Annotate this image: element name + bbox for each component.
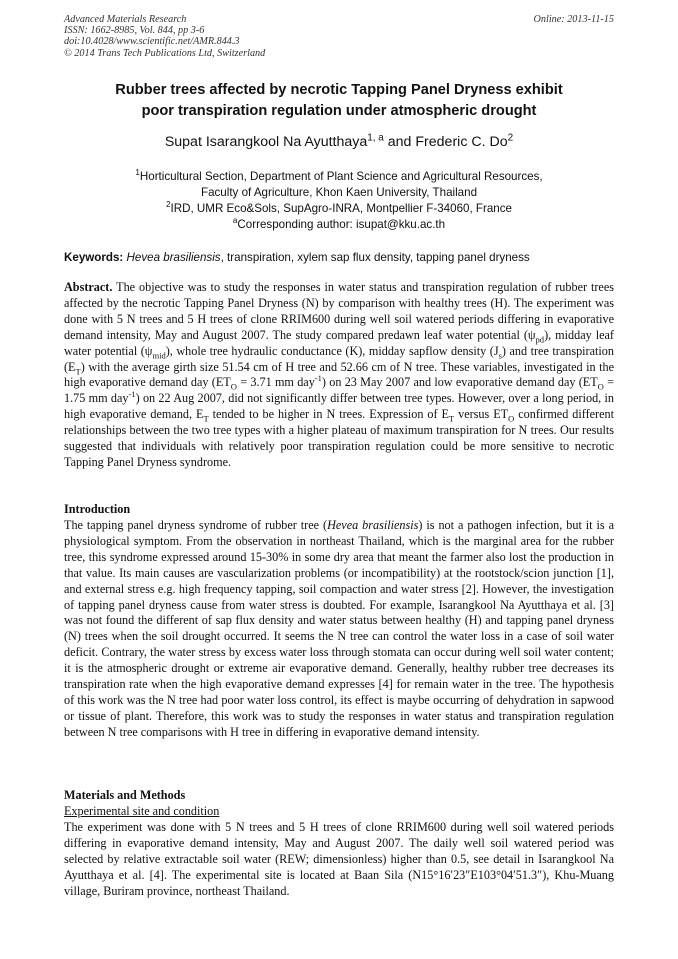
sub-s: s xyxy=(498,350,502,361)
sub-o: O xyxy=(597,381,604,392)
author-list xyxy=(64,133,614,151)
abstract-text: versus ET xyxy=(454,407,509,422)
intro-species: Hevea brasiliensis xyxy=(327,518,419,532)
abstract-text: = 3.71 mm day xyxy=(236,375,315,390)
affil-1-mark: 1 xyxy=(135,168,140,178)
introduction-paragraph xyxy=(64,518,614,741)
keywords-line xyxy=(64,250,614,265)
affil-1-line-1: Horticultural Section, Department of Plant Science and Agricultural Resources, xyxy=(139,170,543,183)
sub-o: O xyxy=(230,381,237,392)
sub-mid: mid xyxy=(152,350,166,361)
sub-t: T xyxy=(75,365,81,376)
affiliation-1-cont: Faculty of Agriculture, Khon Kaen University, Thailand xyxy=(200,186,478,199)
sub-pd: pd xyxy=(535,334,545,345)
abstract-text: confirmed different relationships between the two tree types with a higher plateau of maximum transpiration for N trees. Our results suggested that individuals with relatively poor transpiration regulation could be more sensitive to necrotic Tapping Panel Dryness syndrome. xyxy=(64,407,614,469)
author-2: Frederic C. Do xyxy=(415,134,508,150)
methods-subheading: Experimental site and condition xyxy=(64,804,220,818)
introduction-heading: Introduction xyxy=(64,502,131,516)
issn-line: ISSN: 1662-8985, Vol. 844, pp 3-6 xyxy=(64,25,205,37)
title-line-2: poor transpiration regulation under atmospheric drought xyxy=(141,103,537,119)
abstract-label: Abstract. xyxy=(64,280,113,294)
sub-t: T xyxy=(203,413,209,424)
sup-minus-one: -1 xyxy=(314,373,322,384)
author-1-affil-mark: 1, a xyxy=(367,132,384,144)
abstract-text: ) on 23 May 2007 and low evaporative demand day (ET xyxy=(321,375,598,390)
affiliations xyxy=(64,169,614,233)
abstract-text: = 1.75 mm day xyxy=(64,375,614,406)
abstract-text: ) with the average girth size 51.54 cm of H tree and 52.66 cm of N tree. These variables, investigated in the high evaporative demand day (ET xyxy=(64,359,614,390)
intro-text: The tapping panel dryness syndrome of rubber tree ( xyxy=(64,518,328,532)
running-header xyxy=(64,14,404,59)
abstract-text: The objective was to study the responses in water status and transpiration regulation of rubber trees affected by the necrotic Tapping Panel Dryness (N) by comparison with healthy trees (H). The experiment was done with 5 N trees and 5 H trees of clone RRIM600 during well soil watered periods differing in evaporative demand intensity, May and August 2007. The study compared predawn leaf water potential (ψ xyxy=(64,280,614,342)
sup-minus-one: -1 xyxy=(128,389,136,400)
doi-line[interactable]: doi:10.4028/www.scientific.net/AMR.844.3 xyxy=(64,36,240,48)
keywords-label: Keywords: xyxy=(64,251,124,264)
sub-t: T xyxy=(448,413,455,424)
affiliation-1 xyxy=(64,169,614,185)
journal-name: Advanced Materials Research xyxy=(64,14,187,25)
abstract-text: ), midday leaf water potential (ψ xyxy=(64,327,614,358)
methods-heading: Materials and Methods xyxy=(64,788,186,802)
abstract-text: tended to be higher in N trees. Expression of E xyxy=(208,407,449,422)
copyright-line: © 2014 Trans Tech Publications Ltd, Switzerland xyxy=(64,47,266,59)
intro-text: ) is not a pathogen infection, but it is a physiological symptom. From the observation in northeast Thailand, which is the marginal area for the rubber tree, this syndrome expressed around 15-30% in some dry area that meant the farmer also lost the production in that value. Its main causes are vascularization problems (or incompatibility) at the rootstock/scion junction [1], and external stress e.g. high frequency tapping, soil compaction and water stress [2]. However, the investigation of tapping panel dryness cause from water stress is doubted. For example, Isarangkool Na Ayutthaya et al. [3] was not found the different of sap flux density and water status between healthy (H) and tapping panel dryness (N) trees when the soil drought occurred. It seems the N tree can control the water loss in a case of soil water deficit. Contrary, the water stress by excess water loss through stomata can occur during well soil water content; it is the atmospheric drought or extreme air evaporative demand. Generally, healthy rubber tree decreases its transpiration rate when the high evaporative demand expresses [4] for remain water in the tree. The hypothesis of this work was the N tree had poor water loss control, its effect is maybe occurring of dehydration in sapwood or tissue of plant. Therefore, this work was to study the responses in water status and transpiration regulation between N tree comparisons with H tree in differing in evaporative demand intensity. xyxy=(64,518,614,739)
corr-email[interactable]: Corresponding author: isupat@kku.ac.th xyxy=(237,218,446,231)
author-conjunction: and xyxy=(383,134,416,150)
affil-2-mark: 2 xyxy=(165,200,171,210)
paper-title xyxy=(64,80,614,122)
keywords-rest: , transpiration, xylem sap flux density, tapping panel dryness xyxy=(220,251,530,264)
abstract-text: ), whole tree hydraulic conductance (K), midday sapflow density (J xyxy=(165,343,499,358)
author-2-affil-mark: 2 xyxy=(507,132,514,144)
affil-2-text: IRD, UMR Eco&Sols, SupAgro-INRA, Montpellier F-34060, France xyxy=(170,202,512,215)
sub-o: O xyxy=(508,413,515,424)
keyword-species: Hevea brasiliensis xyxy=(126,251,221,264)
corresponding-author xyxy=(64,217,614,233)
online-date: Online: 2013-11-15 xyxy=(533,14,614,25)
author-1: Supat Isarangkool Na Ayutthaya xyxy=(164,134,368,150)
title-line-1: Rubber trees affected by necrotic Tapping Panel Dryness exhibit xyxy=(115,82,563,98)
abstract-paragraph xyxy=(64,280,614,471)
methods-paragraph: The experiment was done with 5 N trees and 5 H trees of clone RRIM600 during well soil watered periods differing in evaporative demand intensity, May and August 2007. The daily well soil watered period was selected by relative extractable soil water (REW; dimensionless) higher than 0.5, see detail in Isarangkool Na Ayutthaya et al. [4]. The experimental site is located at Baan Sila (N15°16′23″E103°04′51.3″), Khu-Muang village, Buriram province, northeast Thailand. xyxy=(64,820,614,898)
corr-mark: a xyxy=(232,216,238,226)
abstract-text: ) on 22 Aug 2007, did not significantly differ between tree types. However, over a long period, in high evaporative demand, E xyxy=(64,391,614,422)
affiliation-2 xyxy=(64,201,614,217)
abstract-text: ) and tree transpiration (E xyxy=(64,343,614,374)
